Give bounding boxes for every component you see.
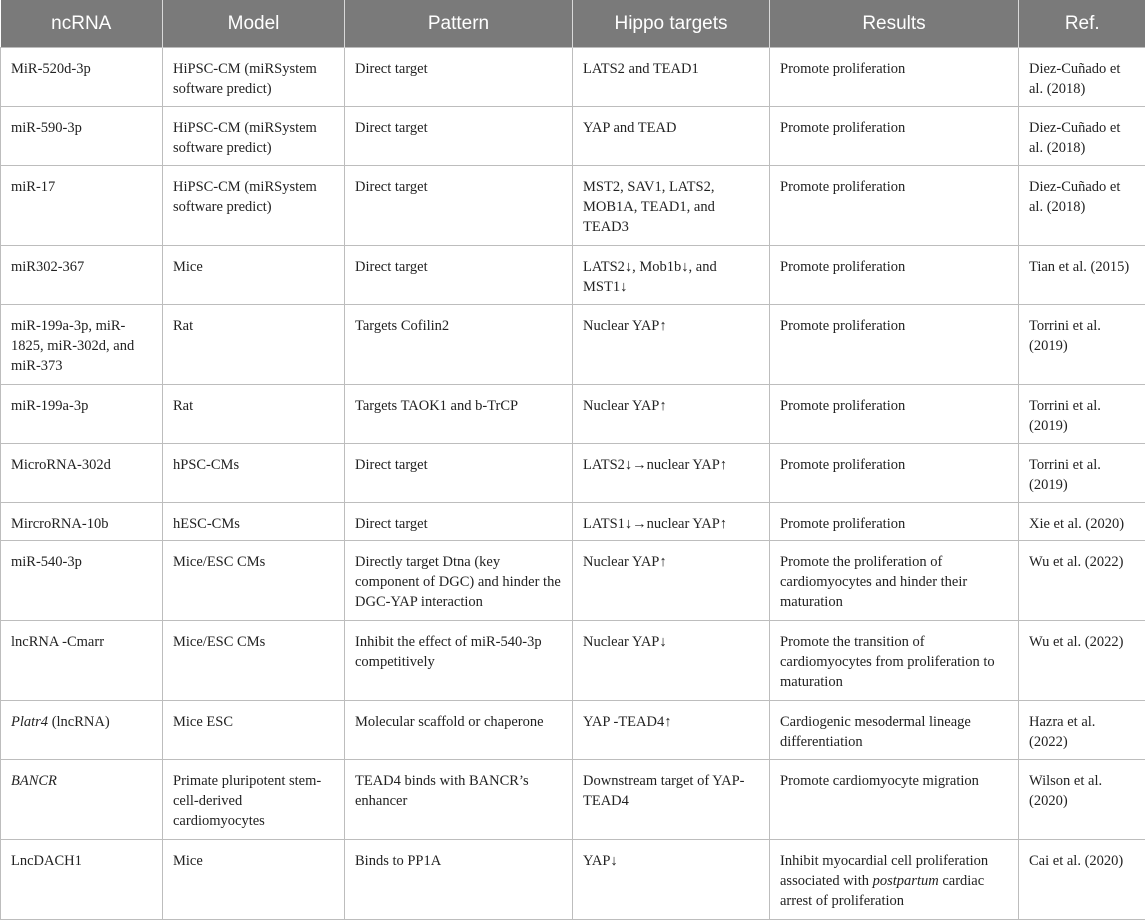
- cell-targets: Nuclear YAP↑: [573, 541, 770, 621]
- cell-targets: LATS2↓, Mob1b↓, and MST1↓: [573, 246, 770, 305]
- cell-model: Mice ESC: [163, 701, 345, 760]
- cell-results: Promote proliferation: [770, 444, 1019, 503]
- cell-ref: Torrini et al. (2019): [1019, 385, 1145, 444]
- cell-ref: Diez-Cuñado et al. (2018): [1019, 166, 1145, 246]
- cell-ncrna: MicroRNA-302d: [1, 444, 163, 503]
- cell-targets: LATS2 and TEAD1: [573, 48, 770, 107]
- header-ncrna: ncRNA: [1, 0, 163, 48]
- cell-model: hPSC-CMs: [163, 444, 345, 503]
- table-row: [1, 48, 1145, 107]
- cell-results: Promote the proliferation of cardiomyocytes and hinder their maturation: [770, 541, 1019, 621]
- table-row: [1, 840, 1145, 920]
- cell-results: Cardiogenic mesodermal lineage differentiation: [770, 701, 1019, 760]
- header-results: Results: [770, 0, 1019, 48]
- cell-results: Promote cardiomyocyte migration: [770, 760, 1019, 840]
- cell-pattern: Direct target: [345, 444, 573, 503]
- cell-model: HiPSC-CM (miRSystem software predict): [163, 107, 345, 166]
- cell-ncrna: [1, 760, 163, 840]
- cell-pattern: Targets TAOK1 and b-TrCP: [345, 385, 573, 444]
- cell-pattern: Inhibit the effect of miR-540-3p competitively: [345, 621, 573, 701]
- cell-ref: Xie et al. (2020): [1019, 503, 1145, 541]
- cell-targets: YAP and TEAD: [573, 107, 770, 166]
- cell-ncrna: miR302-367: [1, 246, 163, 305]
- table-row: [1, 503, 1145, 541]
- cell-targets: YAP -TEAD4↑: [573, 701, 770, 760]
- table-row: [1, 760, 1145, 840]
- cell-ncrna: miR-17: [1, 166, 163, 246]
- cell-ncrna-italic: Platr4: [11, 714, 49, 730]
- cell-pattern: Direct target: [345, 246, 573, 305]
- cell-pattern: Binds to PP1A: [345, 840, 573, 920]
- table-row: [1, 166, 1145, 246]
- cell-ref: Hazra et al. (2022): [1019, 701, 1145, 760]
- cell-results: Promote the transition of cardiomyocytes from proliferation to maturation: [770, 621, 1019, 701]
- table-row: [1, 246, 1145, 305]
- table-row: [1, 621, 1145, 701]
- cell-results: Promote proliferation: [770, 48, 1019, 107]
- header-hippo-targets: Hippo targets: [573, 0, 770, 48]
- cell-targets: Nuclear YAP↑: [573, 385, 770, 444]
- cell-model: HiPSC-CM (miRSystem software predict): [163, 48, 345, 107]
- cell-ref: Wu et al. (2022): [1019, 541, 1145, 621]
- cell-targets: LATS1↓→nuclear YAP↑: [573, 503, 770, 541]
- cell-ncrna: miR-590-3p: [1, 107, 163, 166]
- cell-ref: Diez-Cuñado et al. (2018): [1019, 48, 1145, 107]
- cell-model: Rat: [163, 385, 345, 444]
- cell-results: [770, 840, 1019, 920]
- cell-ncrna: miR-540-3p: [1, 541, 163, 621]
- cell-ref: Diez-Cuñado et al. (2018): [1019, 107, 1145, 166]
- cell-results: Promote proliferation: [770, 503, 1019, 541]
- cell-results: Promote proliferation: [770, 166, 1019, 246]
- cell-model: Rat: [163, 305, 345, 385]
- cell-ncrna-suffix: (lncRNA): [48, 714, 110, 730]
- header-model: Model: [163, 0, 345, 48]
- cell-ncrna: MiR-520d-3p: [1, 48, 163, 107]
- cell-ref: Torrini et al. (2019): [1019, 305, 1145, 385]
- cell-pattern: Directly target Dtna (key component of DGC) and hinder the DGC-YAP interaction: [345, 541, 573, 621]
- cell-pattern: Direct target: [345, 48, 573, 107]
- cell-results-post: cardiac arrest of proliferation: [780, 873, 985, 909]
- cell-ref: Wu et al. (2022): [1019, 621, 1145, 701]
- cell-results-italic: postpartum: [872, 873, 939, 889]
- cell-pattern: TEAD4 binds with BANCR’s enhancer: [345, 760, 573, 840]
- cell-model: Mice/ESC CMs: [163, 541, 345, 621]
- cell-ncrna: miR-199a-3p: [1, 385, 163, 444]
- cell-results: Promote proliferation: [770, 246, 1019, 305]
- cell-targets: Nuclear YAP↑: [573, 305, 770, 385]
- table-row: [1, 385, 1145, 444]
- cell-ref: Tian et al. (2015): [1019, 246, 1145, 305]
- cell-results: Promote proliferation: [770, 385, 1019, 444]
- cell-ncrna: [1, 701, 163, 760]
- cell-ncrna-italic: BANCR: [11, 773, 57, 789]
- cell-results: Promote proliferation: [770, 107, 1019, 166]
- header-ref: Ref.: [1019, 0, 1145, 48]
- cell-pattern: Molecular scaffold or chaperone: [345, 701, 573, 760]
- table-row: [1, 107, 1145, 166]
- cell-targets: YAP↓: [573, 840, 770, 920]
- table-row: [1, 444, 1145, 503]
- cell-pattern: Direct target: [345, 166, 573, 246]
- cell-ncrna: LncDACH1: [1, 840, 163, 920]
- cell-targets: LATS2↓→nuclear YAP↑: [573, 444, 770, 503]
- cell-targets: MST2, SAV1, LATS2, MOB1A, TEAD1, and TEAD3: [573, 166, 770, 246]
- cell-pattern: Direct target: [345, 503, 573, 541]
- cell-targets: Downstream target of YAP-TEAD4: [573, 760, 770, 840]
- cell-results: Promote proliferation: [770, 305, 1019, 385]
- cell-ref: Cai et al. (2020): [1019, 840, 1145, 920]
- cell-ncrna: lncRNA -Cmarr: [1, 621, 163, 701]
- table-row: [1, 305, 1145, 385]
- cell-ref: Torrini et al. (2019): [1019, 444, 1145, 503]
- table-row: [1, 541, 1145, 621]
- cell-model: Mice: [163, 840, 345, 920]
- cell-model: Mice: [163, 246, 345, 305]
- cell-model: Mice/ESC CMs: [163, 621, 345, 701]
- cell-ref: Wilson et al. (2020): [1019, 760, 1145, 840]
- table-row: [1, 701, 1145, 760]
- cell-model: Primate pluripotent stem-cell-derived cardiomyocytes: [163, 760, 345, 840]
- cell-pattern: Direct target: [345, 107, 573, 166]
- cell-ncrna: miR-199a-3p, miR-1825, miR-302d, and miR-373: [1, 305, 163, 385]
- header-pattern: Pattern: [345, 0, 573, 48]
- cell-model: hESC-CMs: [163, 503, 345, 541]
- cell-model: HiPSC-CM (miRSystem software predict): [163, 166, 345, 246]
- cell-pattern: Targets Cofilin2: [345, 305, 573, 385]
- cell-ncrna: MircroRNA-10b: [1, 503, 163, 541]
- cell-results-pre: Inhibit myocardial cell proliferation associated with: [780, 853, 989, 889]
- cell-targets: Nuclear YAP↓: [573, 621, 770, 701]
- header-row: [1, 0, 1145, 48]
